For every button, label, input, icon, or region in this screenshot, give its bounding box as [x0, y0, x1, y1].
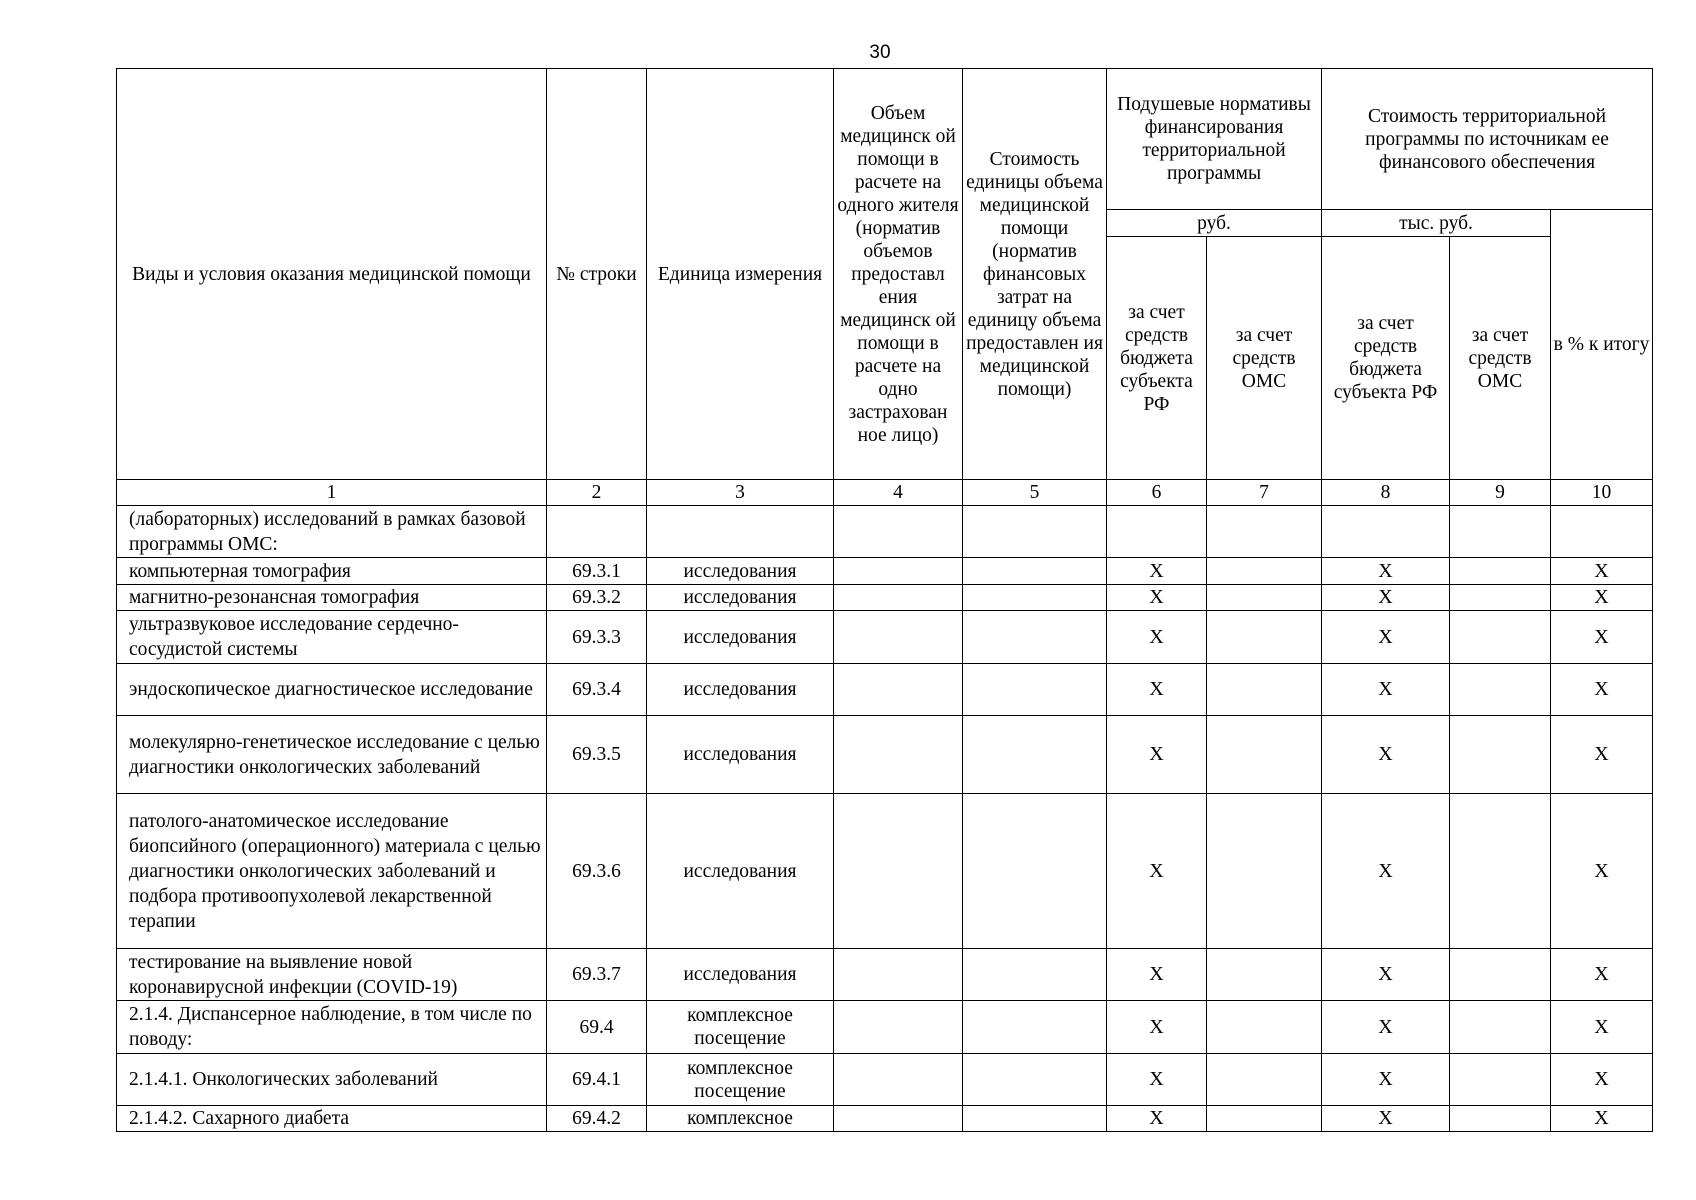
- row-c10: X: [1551, 1106, 1653, 1132]
- table-row: [117, 1106, 1653, 1132]
- row-c8: [1322, 506, 1450, 558]
- row-line: 69.3.5: [547, 716, 647, 794]
- row-c6: X: [1107, 558, 1207, 585]
- row-c8: X: [1322, 585, 1450, 611]
- header-line-number: № строки: [547, 69, 647, 480]
- row-c6: X: [1107, 664, 1207, 716]
- table-row: [117, 664, 1653, 716]
- row-c8: X: [1322, 611, 1450, 664]
- table-row: [117, 1054, 1653, 1106]
- row-c6: X: [1107, 949, 1207, 1001]
- row-c6: X: [1107, 794, 1207, 949]
- row-c4: [834, 1106, 963, 1132]
- header-unit: Единица измерения: [647, 69, 834, 480]
- row-c6: X: [1107, 585, 1207, 611]
- row-c4: [834, 949, 963, 1001]
- row-c4: [834, 585, 963, 611]
- row-c6: X: [1107, 716, 1207, 794]
- row-unit: комплексное: [647, 1106, 834, 1132]
- row-name: 2.1.4. Диспансерное наблюдение, в том числе по поводу:: [117, 1001, 547, 1054]
- row-c5: [963, 585, 1107, 611]
- row-c7: [1207, 664, 1322, 716]
- row-c4: [834, 1001, 963, 1054]
- row-name: ультразвуковое исследование сердечно-сосудистой системы: [117, 611, 547, 664]
- table-row: [117, 1001, 1653, 1054]
- row-line: 69.4: [547, 1001, 647, 1054]
- row-name: 2.1.4.1. Онкологических заболеваний: [117, 1054, 547, 1106]
- row-c9: [1450, 949, 1551, 1001]
- header-percapita-group: Подушевые нормативы финансирования территориальной программы: [1107, 69, 1322, 210]
- header-oms-rub: за счет средств ОМС: [1207, 237, 1322, 480]
- row-c9: [1450, 585, 1551, 611]
- row-c7: [1207, 506, 1322, 558]
- row-name: эндоскопическое диагностическое исследование: [117, 664, 547, 716]
- row-c5: [963, 1054, 1107, 1106]
- column-number: 7: [1207, 480, 1322, 506]
- row-c9: [1450, 1106, 1551, 1132]
- row-c10: X: [1551, 611, 1653, 664]
- row-c4: [834, 664, 963, 716]
- row-name: магнитно-резонансная томография: [117, 585, 547, 611]
- row-c6: X: [1107, 1001, 1207, 1054]
- row-c10: X: [1551, 558, 1653, 585]
- header-oms-thousand: за счет средств ОМС: [1450, 237, 1551, 480]
- row-name: 2.1.4.2. Сахарного диабета: [117, 1106, 547, 1132]
- row-c6: X: [1107, 1106, 1207, 1132]
- column-number: 9: [1450, 480, 1551, 506]
- row-c9: [1450, 794, 1551, 949]
- row-c8: X: [1322, 716, 1450, 794]
- table-row: [117, 794, 1653, 949]
- row-c5: [963, 664, 1107, 716]
- row-c8: X: [1322, 794, 1450, 949]
- header-unit-rub: руб.: [1107, 210, 1322, 237]
- column-number-row: [117, 480, 1653, 506]
- column-number: 3: [647, 480, 834, 506]
- row-c9: [1450, 1001, 1551, 1054]
- row-name: молекулярно-генетическое исследование с целью диагностики онкологических заболеваний: [117, 716, 547, 794]
- row-c10: X: [1551, 794, 1653, 949]
- row-c7: [1207, 1106, 1322, 1132]
- header-cost-group: Стоимость территориальной программы по источникам ее финансового обеспечения: [1322, 69, 1653, 210]
- row-c10: X: [1551, 1054, 1653, 1106]
- row-c4: [834, 716, 963, 794]
- row-c5: [963, 1001, 1107, 1054]
- row-name: компьютерная томография: [117, 558, 547, 585]
- table-row: [117, 716, 1653, 794]
- row-c8: X: [1322, 1054, 1450, 1106]
- row-c8: X: [1322, 664, 1450, 716]
- row-c7: [1207, 716, 1322, 794]
- row-c8: X: [1322, 1001, 1450, 1054]
- row-line: 69.3.6: [547, 794, 647, 949]
- row-c7: [1207, 611, 1322, 664]
- row-c5: [963, 506, 1107, 558]
- row-name: патолого-анатомическое исследование биопсийного (операционного) материала с целью диагностики онкологических заболеваний и подбора противоопухолевой лекарственной терапии: [117, 794, 547, 949]
- row-line: 69.3.3: [547, 611, 647, 664]
- row-c7: [1207, 558, 1322, 585]
- row-line: 69.3.1: [547, 558, 647, 585]
- row-c4: [834, 1054, 963, 1106]
- row-c7: [1207, 1001, 1322, 1054]
- row-c9: [1450, 664, 1551, 716]
- row-line: 69.3.7: [547, 949, 647, 1001]
- row-c6: X: [1107, 611, 1207, 664]
- row-unit: исследования: [647, 949, 834, 1001]
- table-row: [117, 949, 1653, 1001]
- row-c4: [834, 558, 963, 585]
- row-c7: [1207, 949, 1322, 1001]
- row-c9: [1450, 716, 1551, 794]
- column-number: 2: [547, 480, 647, 506]
- table-row: [117, 585, 1653, 611]
- row-unit: исследования: [647, 716, 834, 794]
- row-unit: комплексное посещение: [647, 1001, 834, 1054]
- row-c10: X: [1551, 716, 1653, 794]
- row-c6: [1107, 506, 1207, 558]
- page-number: 30: [869, 42, 891, 63]
- row-c7: [1207, 585, 1322, 611]
- row-c7: [1207, 794, 1322, 949]
- row-c4: [834, 506, 963, 558]
- row-line: 69.3.2: [547, 585, 647, 611]
- row-c7: [1207, 1054, 1322, 1106]
- row-line: 69.4.1: [547, 1054, 647, 1106]
- header-unit-cost: Стоимость единицы объема медицинской помощи (норматив финансовых затрат на единицу объема предоставлен ия медицинской помощи): [963, 69, 1107, 480]
- table-row: [117, 558, 1653, 585]
- table-header: [117, 69, 1653, 506]
- column-number: 6: [1107, 480, 1207, 506]
- row-unit: комплексное посещение: [647, 1054, 834, 1106]
- row-c5: [963, 716, 1107, 794]
- row-c8: X: [1322, 1106, 1450, 1132]
- financing-table: [116, 68, 1653, 1132]
- row-unit: исследования: [647, 794, 834, 949]
- row-c5: [963, 558, 1107, 585]
- row-c5: [963, 611, 1107, 664]
- row-name: тестирование на выявление новой коронавирусной инфекции (COVID-19): [117, 949, 547, 1001]
- row-unit: исследования: [647, 664, 834, 716]
- header-percent: в % к итогу: [1551, 210, 1653, 480]
- column-number: 10: [1551, 480, 1653, 506]
- row-c9: [1450, 611, 1551, 664]
- row-c10: [1551, 506, 1653, 558]
- table-row: [117, 611, 1653, 664]
- row-c5: [963, 949, 1107, 1001]
- row-c9: [1450, 1054, 1551, 1106]
- column-number: 5: [963, 480, 1107, 506]
- row-name: (лабораторных) исследований в рамках базовой программы ОМС:: [117, 506, 547, 558]
- row-unit: исследования: [647, 558, 834, 585]
- table-body: [117, 506, 1653, 1132]
- row-c4: [834, 794, 963, 949]
- row-line: 69.3.4: [547, 664, 647, 716]
- row-unit: исследования: [647, 585, 834, 611]
- row-unit: [647, 506, 834, 558]
- header-unit-thousand-rub: тыс. руб.: [1322, 210, 1551, 237]
- row-c10: X: [1551, 664, 1653, 716]
- row-unit: исследования: [647, 611, 834, 664]
- row-c10: X: [1551, 1001, 1653, 1054]
- row-line: [547, 506, 647, 558]
- row-c8: X: [1322, 558, 1450, 585]
- row-line: 69.4.2: [547, 1106, 647, 1132]
- column-number: 4: [834, 480, 963, 506]
- table-row: [117, 506, 1653, 558]
- header-budget-thousand: за счет средств бюджета субъекта РФ: [1322, 237, 1450, 480]
- row-c10: X: [1551, 585, 1653, 611]
- column-number: 1: [117, 480, 547, 506]
- row-c9: [1450, 558, 1551, 585]
- row-c9: [1450, 506, 1551, 558]
- row-c8: X: [1322, 949, 1450, 1001]
- row-c5: [963, 794, 1107, 949]
- column-number: 8: [1322, 480, 1450, 506]
- row-c10: X: [1551, 949, 1653, 1001]
- header-services: Виды и условия оказания медицинской помощи: [117, 69, 547, 480]
- row-c5: [963, 1106, 1107, 1132]
- header-volume: Объем медицинск ой помощи в расчете на одного жителя (норматив объемов предоставл ения медицинск ой помощи в расчете на одно застрахован ное лицо): [834, 69, 963, 480]
- row-c4: [834, 611, 963, 664]
- header-budget-rub: за счет средств бюджета субъекта РФ: [1107, 237, 1207, 480]
- row-c6: X: [1107, 1054, 1207, 1106]
